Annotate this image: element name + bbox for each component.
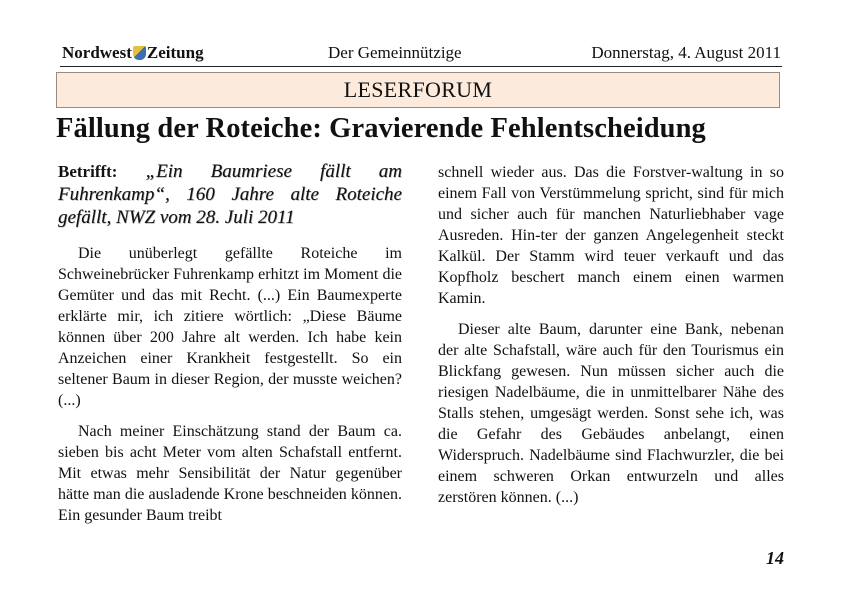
article-reference (58, 160, 402, 229)
page-number: 14 (766, 548, 784, 568)
article-paragraph: Nach meiner Einschätzung stand der Baum ca. sieben bis acht Meter vom alten Schafstall entfernt. Mit etwas mehr Sensibilität der Natur gegenüber hätte man die ausladende Krone beschneiden können. Ein gesunder Baum treibt (58, 423, 402, 524)
article-paragraph: schnell wieder aus. Das die Forstver-waltung in so einem Fall von Verstümmelung spricht, sind für mich und sicher auch für manchen Naturliebhaber vage Ausreden. Hin-ter der ganzen Angelegenheit steckt Kalkül. Der Stamm wird teuer verkauft und das Kopfholz beschert manch einem einen warmen Kamin. (438, 164, 784, 307)
section-banner: LESERFORUM (56, 72, 780, 108)
reference-label: Betrifft: (58, 162, 118, 181)
article-paragraph: Die unüberlegt gefällte Roteiche im Schweinebrücker Fuhrenkamp erhitzt im Moment die Gemüter und das mit Recht. (...) Ein Baumexperte erklärte mir, ich zitiere wörtlich: „Diese Bäume können über 200 Jahre alt werden. Ich habe kein Anzeichen einer Krankheit festgestellt. So ein seltener Baum in dieser Region, der musste weichen? (...) (58, 245, 402, 409)
newspaper-name-part2: Zeitung (146, 43, 204, 62)
issue-date: Donnerstag, 4. August 2011 (591, 43, 781, 62)
reference-subject: „Ein Baumriese fällt am Fuhrenkamp“, 160 Jahre alte Roteiche gefällt, NWZ vom 28. Juli 2011 (58, 161, 402, 228)
article-headline: Fällung der Roteiche: Gravierende Fehlentscheidung (56, 113, 706, 144)
newspaper-name (62, 43, 204, 63)
crest-icon (133, 46, 146, 60)
newspaper-name-part1: Nordwest (62, 43, 132, 62)
article-column-left (58, 160, 402, 536)
article-column-right (438, 162, 784, 518)
article-paragraph: Dieser alte Baum, darunter eine Bank, nebenan der alte Schafstall, wäre auch für den Tourismus ein Blickfang gewesen. Nun müssen sicher auch die riesigen Nadelbäume, die in unmittelbarer Nähe des Stalls stehen, umgesägt werden. Sonst sehe ich, was die Gefahr des Gebäudes anbelangt, einen Widerspruch. Nadelbäume sind Flachwurzler, die bei einem schweren Orkan entwurzeln und alles zerstören können. (...) (438, 321, 784, 506)
publication-name: Der Gemeinnützige (328, 43, 462, 62)
page-header (60, 42, 782, 67)
